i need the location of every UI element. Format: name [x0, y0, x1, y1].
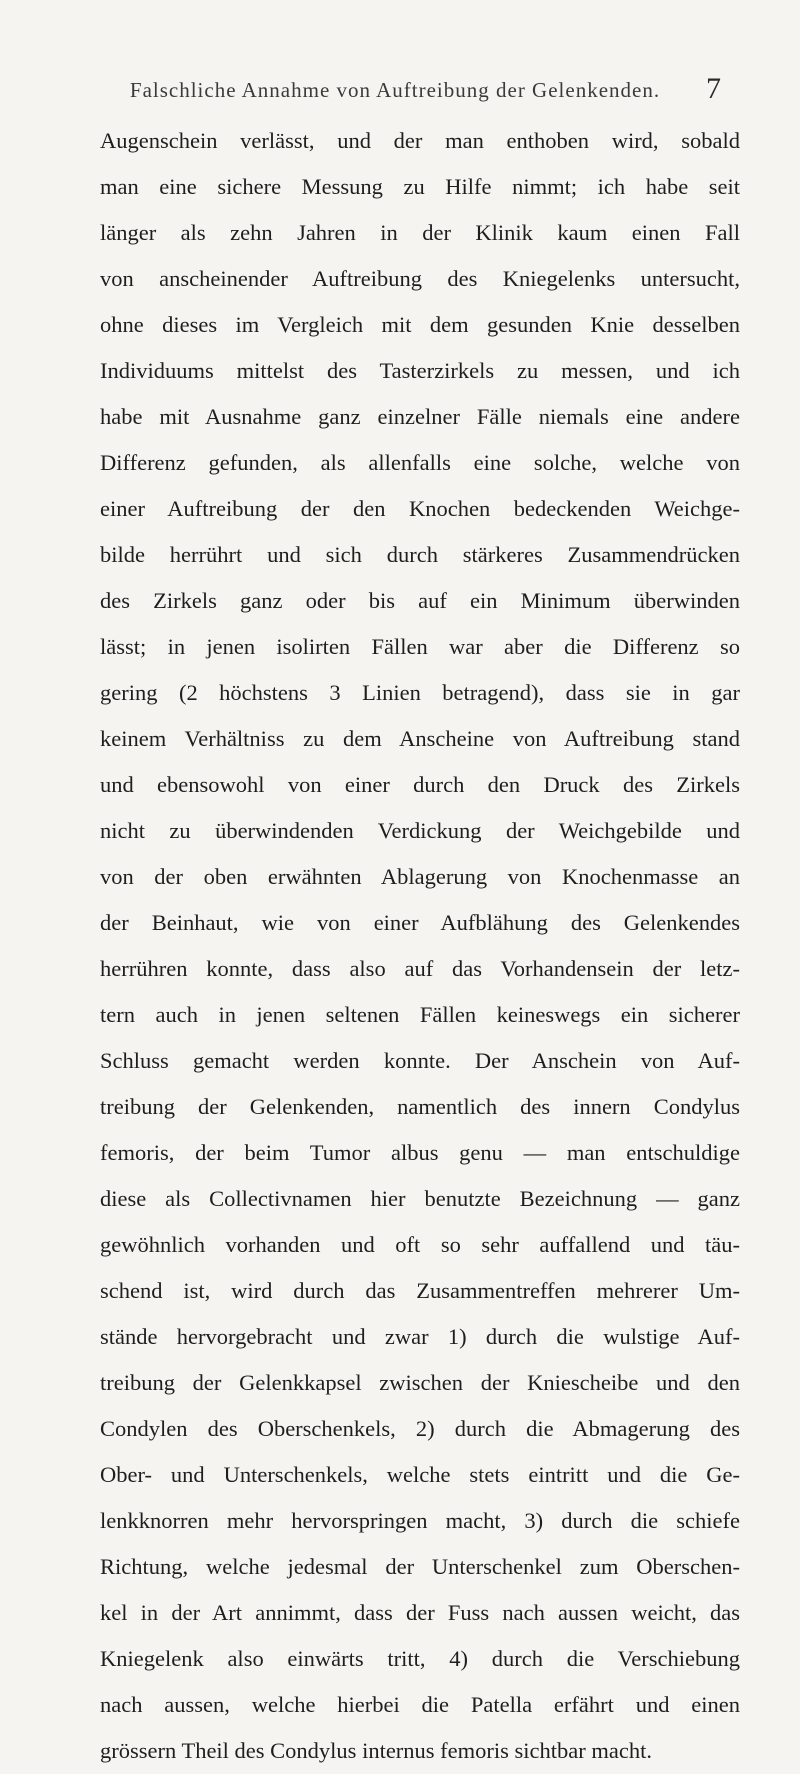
- text-line: von der oben erwähnten Ablagerung von Knochenmasse an: [100, 864, 740, 889]
- text-line: habe mit Ausnahme ganz einzelner Fälle niemals eine andere: [100, 404, 740, 429]
- text-line: keinem Verhältniss zu dem Anscheine von Auftreibung stand: [100, 726, 740, 751]
- text-line: bilde herrührt und sich durch stärkeres Zusammendrücken: [100, 542, 740, 567]
- text-line: Richtung, welche jedesmal der Unterschenkel zum Oberschen-: [100, 1554, 740, 1579]
- text-line: länger als zehn Jahren in der Klinik kaum einen Fall: [100, 220, 740, 245]
- text-line: tern auch in jenen seltenen Fällen keineswegs ein sicherer: [100, 1002, 740, 1027]
- text-line: und ebensowohl von einer durch den Druck des Zirkels: [100, 772, 740, 797]
- text-line: schend ist, wird durch das Zusammentreffen mehrerer Um-: [100, 1278, 740, 1303]
- text-line: ohne dieses im Vergleich mit dem gesunden Knie desselben: [100, 312, 740, 337]
- text-line: diese als Collectivnamen hier benutzte Bezeichnung — ganz: [100, 1186, 740, 1211]
- text-line: herrühren konnte, dass also auf das Vorhandensein der letz-: [100, 956, 740, 981]
- text-line: lässt; in jenen isolirten Fällen war aber die Differenz so: [100, 634, 740, 659]
- text-line: des Zirkels ganz oder bis auf ein Minimum überwinden: [100, 588, 740, 613]
- text-line: treibung der Gelenkenden, namentlich des innern Condylus: [100, 1094, 740, 1119]
- text-line: gewöhnlich vorhanden und oft so sehr auffallend und täu-: [100, 1232, 740, 1257]
- running-head: Falschliche Annahme von Auftreibung der Gelenkenden.: [129, 78, 661, 102]
- text-line: nach aussen, welche hierbei die Patella erfährt und einen: [100, 1692, 740, 1717]
- text-line: man eine sichere Messung zu Hilfe nimmt; ich habe seit: [100, 174, 740, 199]
- text-line: lenkknorren mehr hervorspringen macht, 3) durch die schiefe: [100, 1508, 740, 1533]
- text-line: der Beinhaut, wie von einer Aufblähung des Gelenkendes: [100, 910, 740, 935]
- text-line: Individuums mittelst des Tasterzirkels zu messen, und ich: [100, 358, 740, 383]
- text-line: Differenz gefunden, als allenfalls eine solche, welche von: [100, 450, 740, 475]
- text-line: nicht zu überwindenden Verdickung der Weichgebilde und: [100, 818, 740, 843]
- text-line: kel in der Art annimmt, dass der Fuss nach aussen weicht, das: [100, 1600, 740, 1625]
- text-line: Condylen des Oberschenkels, 2) durch die Abmagerung des: [100, 1416, 740, 1441]
- text-line: von anscheinender Auftreibung des Kniegelenks untersucht,: [100, 266, 740, 291]
- text-line: gering (2 höchstens 3 Linien betragend), dass sie in gar: [100, 680, 740, 705]
- text-line: femoris, der beim Tumor albus genu — man entschuldige: [100, 1140, 740, 1165]
- text-line: stände hervorgebracht und zwar 1) durch die wulstige Auf-: [100, 1324, 740, 1349]
- text-line: Ober- und Unterschenkels, welche stets eintritt und die Ge-: [100, 1462, 740, 1487]
- text-line: einer Auftreibung der den Knochen bedeckenden Weichge-: [100, 496, 740, 521]
- text-line: grössern Theil des Condylus internus femoris sichtbar macht.: [100, 1738, 652, 1763]
- body-text: [100, 118, 740, 1774]
- page-number: 7: [706, 72, 721, 105]
- text-line: Schluss gemacht werden konnte. Der Anschein von Auf-: [100, 1048, 740, 1073]
- text-line: treibung der Gelenkkapsel zwischen der Kniescheibe und den: [100, 1370, 740, 1395]
- text-line: Kniegelenk also einwärts tritt, 4) durch die Verschiebung: [100, 1646, 740, 1671]
- text-line: Augenschein verlässt, und der man enthoben wird, sobald: [100, 128, 740, 153]
